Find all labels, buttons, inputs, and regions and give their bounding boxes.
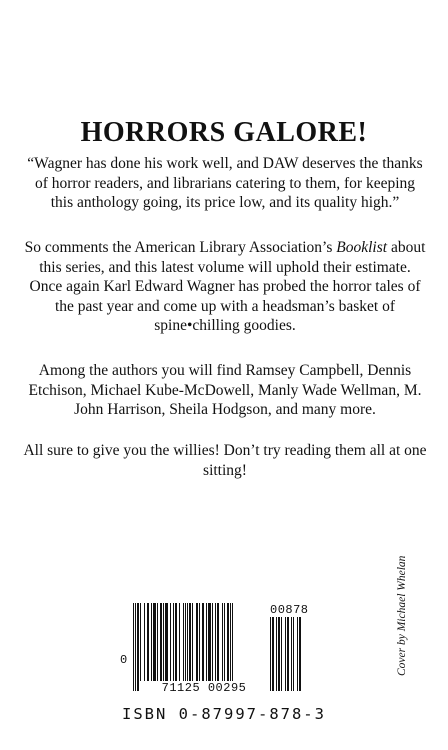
booklist-paragraph [22, 238, 428, 336]
closing-paragraph: All sure to give you the willies! Don’t try reading them all at one sitting! [23, 442, 427, 479]
barcode-lead-digit: 0 [120, 653, 128, 667]
upc-barcode [131, 603, 271, 691]
booklist-paragraph-after: about this series, and this latest volume will uphold their estimate. Once again Karl Edward Wagner has probed the horror tales of the past year and come up with a headsman’s basket of spine•chilling goodies. [29, 239, 426, 334]
authors-paragraph: Among the authors you will find Ramsey Campbell, Dennis Etchison, Michael Kube-McDowell, Manly Wade Wellman, M. John Harrison, Sheila Hodgson, and many more. [28, 362, 422, 418]
headline: HORRORS GALORE! [80, 117, 368, 148]
addon-digits: 00878 [270, 603, 316, 617]
cover-credit: Cover by Michael Whelan [396, 555, 408, 676]
booklist-paragraph-before: So comments the American Library Association’s [24, 239, 337, 256]
booklist-title: Booklist [336, 239, 388, 256]
barcode-digits: 71125 00295 [139, 681, 269, 695]
isbn: ISBN 0-87997-878-3 [122, 705, 326, 723]
review-quote: “Wagner has done his work well, and DAW deserves the thanks of horror readers, and librarians catering to them, for keeping this anthology going, its price low, and its quality high.” [27, 155, 423, 211]
